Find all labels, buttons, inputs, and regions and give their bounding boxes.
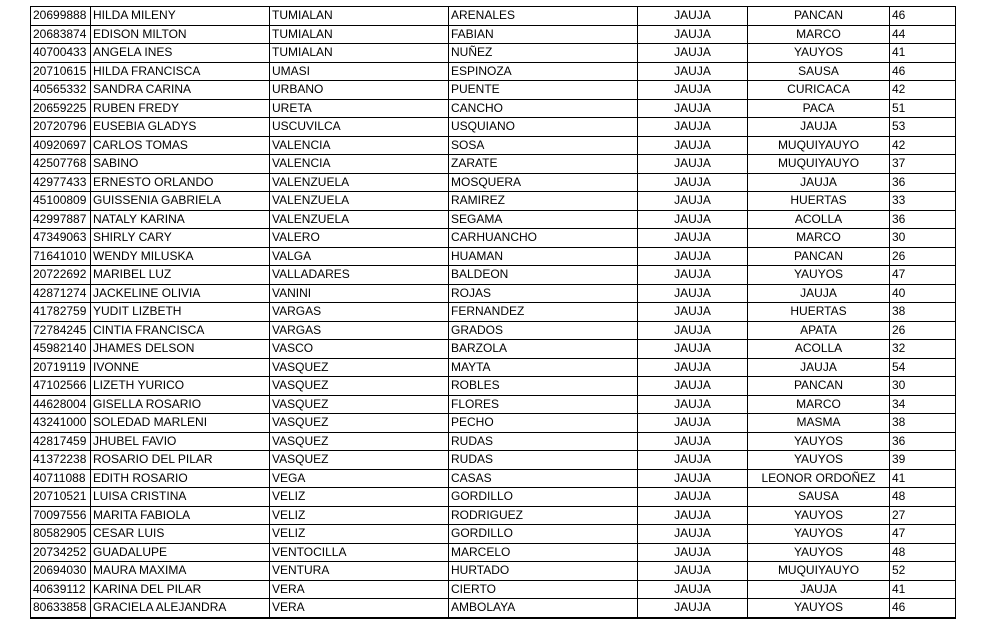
- paternal-surname-cell: VALENCIA: [270, 136, 449, 155]
- paternal-surname-cell: VERA: [270, 599, 449, 618]
- table-row: [31, 525, 956, 544]
- table-row: [31, 414, 956, 433]
- table-row: [31, 303, 956, 322]
- dni-cell: 40565332: [31, 81, 91, 100]
- province-cell: JAUJA: [638, 210, 748, 229]
- province-cell: JAUJA: [638, 303, 748, 322]
- province-cell: JAUJA: [638, 340, 748, 359]
- age-cell: 41: [890, 469, 956, 488]
- table-row: [31, 562, 956, 581]
- district-cell: YAUYOS: [748, 543, 890, 562]
- province-cell: JAUJA: [638, 543, 748, 562]
- table-row: [31, 451, 956, 470]
- district-cell: JAUJA: [748, 358, 890, 377]
- dni-cell: 20710521: [31, 488, 91, 507]
- province-cell: JAUJA: [638, 25, 748, 44]
- dni-cell: 80582905: [31, 525, 91, 544]
- province-cell: JAUJA: [638, 562, 748, 581]
- province-cell: JAUJA: [638, 469, 748, 488]
- paternal-surname-cell: TUMIALAN: [270, 25, 449, 44]
- district-cell: YAUYOS: [748, 506, 890, 525]
- table-row: [31, 543, 956, 562]
- district-cell: PACA: [748, 99, 890, 118]
- province-cell: JAUJA: [638, 377, 748, 396]
- table-row: [31, 192, 956, 211]
- paternal-surname-cell: VARGAS: [270, 303, 449, 322]
- age-cell: 44: [890, 25, 956, 44]
- age-cell: 26: [890, 247, 956, 266]
- district-cell: MARCO: [748, 229, 890, 248]
- paternal-surname-cell: USCUVILCA: [270, 118, 449, 137]
- table-row: [31, 155, 956, 174]
- table-row: [31, 81, 956, 100]
- paternal-surname-cell: VANINI: [270, 284, 449, 303]
- paternal-surname-cell: VASQUEZ: [270, 377, 449, 396]
- dni-cell: 41372238: [31, 451, 91, 470]
- dni-cell: 80633858: [31, 599, 91, 618]
- dni-cell: 44628004: [31, 395, 91, 414]
- paternal-surname-cell: VARGAS: [270, 321, 449, 340]
- province-cell: JAUJA: [638, 488, 748, 507]
- maternal-surname-cell: ZARATE: [449, 155, 638, 174]
- maternal-surname-cell: ARENALES: [449, 7, 638, 26]
- age-cell: 37: [890, 155, 956, 174]
- table-row: [31, 62, 956, 81]
- paternal-surname-cell: VALGA: [270, 247, 449, 266]
- age-cell: 32: [890, 340, 956, 359]
- district-cell: SAUSA: [748, 62, 890, 81]
- province-cell: JAUJA: [638, 229, 748, 248]
- dni-cell: 20659225: [31, 99, 91, 118]
- first-names-cell: ERNESTO ORLANDO: [91, 173, 270, 192]
- age-cell: 34: [890, 395, 956, 414]
- province-cell: JAUJA: [638, 414, 748, 433]
- age-cell: 51: [890, 99, 956, 118]
- province-cell: JAUJA: [638, 7, 748, 26]
- paternal-surname-cell: VASCO: [270, 340, 449, 359]
- province-cell: JAUJA: [638, 173, 748, 192]
- paternal-surname-cell: URETA: [270, 99, 449, 118]
- first-names-cell: GISELLA ROSARIO: [91, 395, 270, 414]
- maternal-surname-cell: USQUIANO: [449, 118, 638, 137]
- maternal-surname-cell: ESPINOZA: [449, 62, 638, 81]
- paternal-surname-cell: VASQUEZ: [270, 358, 449, 377]
- first-names-cell: SANDRA CARINA: [91, 81, 270, 100]
- paternal-surname-cell: VEGA: [270, 469, 449, 488]
- table-body: [31, 7, 956, 618]
- paternal-surname-cell: VASQUEZ: [270, 414, 449, 433]
- age-cell: 41: [890, 44, 956, 63]
- district-cell: CURICACA: [748, 81, 890, 100]
- first-names-cell: MARITA FABIOLA: [91, 506, 270, 525]
- first-names-cell: SABINO: [91, 155, 270, 174]
- dni-cell: 40700433: [31, 44, 91, 63]
- maternal-surname-cell: SOSA: [449, 136, 638, 155]
- dni-cell: 20694030: [31, 562, 91, 581]
- first-names-cell: GRACIELA ALEJANDRA: [91, 599, 270, 618]
- dni-cell: 20683874: [31, 25, 91, 44]
- district-cell: YAUYOS: [748, 44, 890, 63]
- age-cell: 27: [890, 506, 956, 525]
- age-cell: 53: [890, 118, 956, 137]
- district-cell: APATA: [748, 321, 890, 340]
- paternal-surname-cell: VELIZ: [270, 525, 449, 544]
- maternal-surname-cell: CANCHO: [449, 99, 638, 118]
- paternal-surname-cell: VALENZUELA: [270, 210, 449, 229]
- maternal-surname-cell: RAMIREZ: [449, 192, 638, 211]
- first-names-cell: LUISA CRISTINA: [91, 488, 270, 507]
- first-names-cell: LIZETH YURICO: [91, 377, 270, 396]
- province-cell: JAUJA: [638, 284, 748, 303]
- paternal-surname-cell: TUMIALAN: [270, 44, 449, 63]
- table-row: [31, 488, 956, 507]
- dni-cell: 47349063: [31, 229, 91, 248]
- age-cell: 36: [890, 173, 956, 192]
- first-names-cell: CARLOS TOMAS: [91, 136, 270, 155]
- age-cell: 41: [890, 580, 956, 599]
- age-cell: 47: [890, 266, 956, 285]
- dni-cell: 42997887: [31, 210, 91, 229]
- table-row: [31, 432, 956, 451]
- paternal-surname-cell: VALENCIA: [270, 155, 449, 174]
- dni-cell: 40920697: [31, 136, 91, 155]
- district-cell: MUQUIYAUYO: [748, 562, 890, 581]
- maternal-surname-cell: MOSQUERA: [449, 173, 638, 192]
- table-row: [31, 136, 956, 155]
- first-names-cell: EUSEBIA GLADYS: [91, 118, 270, 137]
- maternal-surname-cell: GRADOS: [449, 321, 638, 340]
- table-row: [31, 377, 956, 396]
- first-names-cell: MAURA MAXIMA: [91, 562, 270, 581]
- district-cell: YAUYOS: [748, 525, 890, 544]
- first-names-cell: HILDA FRANCISCA: [91, 62, 270, 81]
- paternal-surname-cell: VALLADARES: [270, 266, 449, 285]
- maternal-surname-cell: RUDAS: [449, 432, 638, 451]
- paternal-surname-cell: VENTOCILLA: [270, 543, 449, 562]
- maternal-surname-cell: ROBLES: [449, 377, 638, 396]
- table-row: [31, 395, 956, 414]
- table-row: [31, 469, 956, 488]
- age-cell: 38: [890, 414, 956, 433]
- dni-cell: 45100809: [31, 192, 91, 211]
- paternal-surname-cell: URBANO: [270, 81, 449, 100]
- first-names-cell: YUDIT LIZBETH: [91, 303, 270, 322]
- paternal-surname-cell: VALERO: [270, 229, 449, 248]
- maternal-surname-cell: BARZOLA: [449, 340, 638, 359]
- table-row: [31, 321, 956, 340]
- province-cell: JAUJA: [638, 525, 748, 544]
- dni-cell: 43241000: [31, 414, 91, 433]
- dni-cell: 20734252: [31, 543, 91, 562]
- table-row: [31, 99, 956, 118]
- district-cell: MUQUIYAUYO: [748, 155, 890, 174]
- province-cell: JAUJA: [638, 81, 748, 100]
- age-cell: 42: [890, 81, 956, 100]
- maternal-surname-cell: CIERTO: [449, 580, 638, 599]
- province-cell: JAUJA: [638, 136, 748, 155]
- province-cell: JAUJA: [638, 506, 748, 525]
- dni-cell: 47102566: [31, 377, 91, 396]
- age-cell: 33: [890, 192, 956, 211]
- age-cell: 54: [890, 358, 956, 377]
- first-names-cell: JHAMES DELSON: [91, 340, 270, 359]
- district-cell: PANCAN: [748, 377, 890, 396]
- maternal-surname-cell: HURTADO: [449, 562, 638, 581]
- age-cell: 26: [890, 321, 956, 340]
- age-cell: 46: [890, 62, 956, 81]
- age-cell: 52: [890, 562, 956, 581]
- province-cell: JAUJA: [638, 358, 748, 377]
- dni-cell: 20710615: [31, 62, 91, 81]
- province-cell: JAUJA: [638, 266, 748, 285]
- first-names-cell: ANGELA INES: [91, 44, 270, 63]
- first-names-cell: NATALY KARINA: [91, 210, 270, 229]
- dni-cell: 41782759: [31, 303, 91, 322]
- first-names-cell: RUBEN FREDY: [91, 99, 270, 118]
- district-cell: YAUYOS: [748, 599, 890, 618]
- data-table: [30, 6, 956, 619]
- paternal-surname-cell: VASQUEZ: [270, 395, 449, 414]
- dni-cell: 45982140: [31, 340, 91, 359]
- district-cell: JAUJA: [748, 580, 890, 599]
- table-row: [31, 340, 956, 359]
- district-cell: YAUYOS: [748, 451, 890, 470]
- paternal-surname-cell: VELIZ: [270, 488, 449, 507]
- dni-cell: 20699888: [31, 7, 91, 26]
- first-names-cell: CESAR LUIS: [91, 525, 270, 544]
- table-row: [31, 7, 956, 26]
- table-row: [31, 247, 956, 266]
- district-cell: MUQUIYAUYO: [748, 136, 890, 155]
- district-cell: MARCO: [748, 395, 890, 414]
- maternal-surname-cell: ROJAS: [449, 284, 638, 303]
- province-cell: JAUJA: [638, 247, 748, 266]
- table-row: [31, 284, 956, 303]
- province-cell: JAUJA: [638, 192, 748, 211]
- table-row: [31, 506, 956, 525]
- age-cell: 39: [890, 451, 956, 470]
- dni-cell: 40639112: [31, 580, 91, 599]
- dni-cell: 20719119: [31, 358, 91, 377]
- province-cell: JAUJA: [638, 432, 748, 451]
- province-cell: JAUJA: [638, 44, 748, 63]
- first-names-cell: WENDY MILUSKA: [91, 247, 270, 266]
- first-names-cell: MARIBEL LUZ: [91, 266, 270, 285]
- table-row: [31, 25, 956, 44]
- province-cell: JAUJA: [638, 451, 748, 470]
- maternal-surname-cell: RUDAS: [449, 451, 638, 470]
- first-names-cell: GUISSENIA GABRIELA: [91, 192, 270, 211]
- dni-cell: 42507768: [31, 155, 91, 174]
- paternal-surname-cell: VASQUEZ: [270, 432, 449, 451]
- paternal-surname-cell: UMASI: [270, 62, 449, 81]
- district-cell: PANCAN: [748, 247, 890, 266]
- table-row: [31, 118, 956, 137]
- dni-cell: 40711088: [31, 469, 91, 488]
- age-cell: 40: [890, 284, 956, 303]
- table-row: [31, 210, 956, 229]
- age-cell: 46: [890, 599, 956, 618]
- maternal-surname-cell: MAYTA: [449, 358, 638, 377]
- paternal-surname-cell: VALENZUELA: [270, 192, 449, 211]
- first-names-cell: JHUBEL FAVIO: [91, 432, 270, 451]
- table-row: [31, 599, 956, 618]
- age-cell: 42: [890, 136, 956, 155]
- maternal-surname-cell: GORDILLO: [449, 488, 638, 507]
- maternal-surname-cell: CASAS: [449, 469, 638, 488]
- table-row: [31, 580, 956, 599]
- district-cell: ACOLLA: [748, 340, 890, 359]
- district-cell: JAUJA: [748, 284, 890, 303]
- province-cell: JAUJA: [638, 580, 748, 599]
- district-cell: PANCAN: [748, 7, 890, 26]
- first-names-cell: SHIRLY CARY: [91, 229, 270, 248]
- age-cell: 38: [890, 303, 956, 322]
- maternal-surname-cell: GORDILLO: [449, 525, 638, 544]
- dni-cell: 42977433: [31, 173, 91, 192]
- first-names-cell: EDISON MILTON: [91, 25, 270, 44]
- age-cell: 48: [890, 488, 956, 507]
- first-names-cell: IVONNE: [91, 358, 270, 377]
- first-names-cell: SOLEDAD MARLENI: [91, 414, 270, 433]
- first-names-cell: HILDA MILENY: [91, 7, 270, 26]
- district-cell: MASMA: [748, 414, 890, 433]
- age-cell: 48: [890, 543, 956, 562]
- first-names-cell: JACKELINE OLIVIA: [91, 284, 270, 303]
- first-names-cell: ROSARIO DEL PILAR: [91, 451, 270, 470]
- table-row: [31, 173, 956, 192]
- table-row: [31, 358, 956, 377]
- maternal-surname-cell: RODRIGUEZ: [449, 506, 638, 525]
- first-names-cell: KARINA DEL PILAR: [91, 580, 270, 599]
- maternal-surname-cell: CARHUANCHO: [449, 229, 638, 248]
- district-cell: YAUYOS: [748, 266, 890, 285]
- age-cell: 47: [890, 525, 956, 544]
- dni-cell: 71641010: [31, 247, 91, 266]
- table-row: [31, 266, 956, 285]
- province-cell: JAUJA: [638, 118, 748, 137]
- first-names-cell: EDITH ROSARIO: [91, 469, 270, 488]
- district-cell: MARCO: [748, 25, 890, 44]
- dni-cell: 20720796: [31, 118, 91, 137]
- dni-cell: 20722692: [31, 266, 91, 285]
- province-cell: JAUJA: [638, 321, 748, 340]
- district-cell: JAUJA: [748, 173, 890, 192]
- province-cell: JAUJA: [638, 599, 748, 618]
- paternal-surname-cell: VASQUEZ: [270, 451, 449, 470]
- district-cell: ACOLLA: [748, 210, 890, 229]
- district-cell: SAUSA: [748, 488, 890, 507]
- maternal-surname-cell: SEGAMA: [449, 210, 638, 229]
- maternal-surname-cell: BALDEON: [449, 266, 638, 285]
- table-row: [31, 229, 956, 248]
- district-cell: YAUYOS: [748, 432, 890, 451]
- paternal-surname-cell: TUMIALAN: [270, 7, 449, 26]
- table-row: [31, 44, 956, 63]
- province-cell: JAUJA: [638, 99, 748, 118]
- dni-cell: 70097556: [31, 506, 91, 525]
- maternal-surname-cell: FABIAN: [449, 25, 638, 44]
- dni-cell: 72784245: [31, 321, 91, 340]
- province-cell: JAUJA: [638, 155, 748, 174]
- age-cell: 36: [890, 210, 956, 229]
- first-names-cell: GUADALUPE: [91, 543, 270, 562]
- dni-cell: 42871274: [31, 284, 91, 303]
- maternal-surname-cell: FLORES: [449, 395, 638, 414]
- age-cell: 30: [890, 229, 956, 248]
- maternal-surname-cell: PECHO: [449, 414, 638, 433]
- age-cell: 36: [890, 432, 956, 451]
- age-cell: 46: [890, 7, 956, 26]
- maternal-surname-cell: AMBOLAYA: [449, 599, 638, 618]
- dni-cell: 42817459: [31, 432, 91, 451]
- district-cell: HUERTAS: [748, 303, 890, 322]
- paternal-surname-cell: VELIZ: [270, 506, 449, 525]
- maternal-surname-cell: FERNANDEZ: [449, 303, 638, 322]
- province-cell: JAUJA: [638, 62, 748, 81]
- district-cell: HUERTAS: [748, 192, 890, 211]
- district-cell: LEONOR ORDOÑEZ: [748, 469, 890, 488]
- maternal-surname-cell: PUENTE: [449, 81, 638, 100]
- first-names-cell: CINTIA FRANCISCA: [91, 321, 270, 340]
- age-cell: 30: [890, 377, 956, 396]
- paternal-surname-cell: VERA: [270, 580, 449, 599]
- paternal-surname-cell: VENTURA: [270, 562, 449, 581]
- maternal-surname-cell: HUAMAN: [449, 247, 638, 266]
- maternal-surname-cell: NUÑEZ: [449, 44, 638, 63]
- province-cell: JAUJA: [638, 395, 748, 414]
- district-cell: JAUJA: [748, 118, 890, 137]
- paternal-surname-cell: VALENZUELA: [270, 173, 449, 192]
- maternal-surname-cell: MARCELO: [449, 543, 638, 562]
